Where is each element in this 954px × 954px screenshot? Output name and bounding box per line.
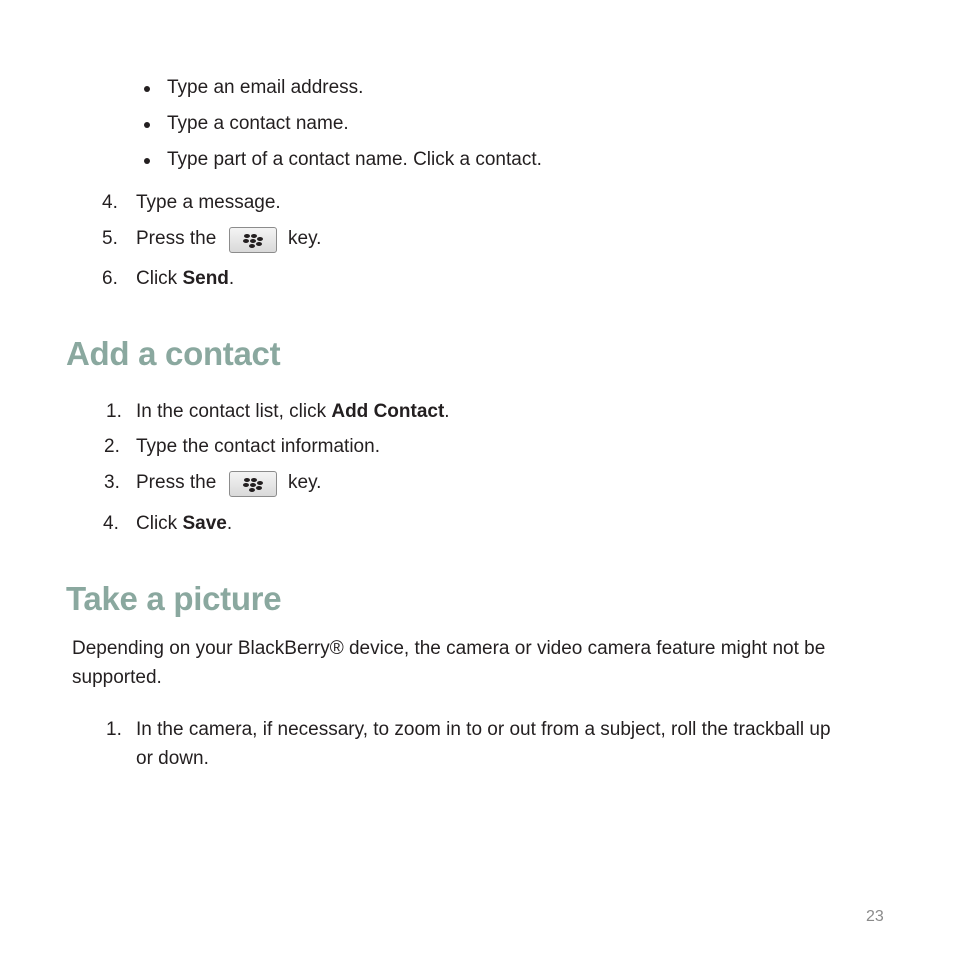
step-text-bold: Send xyxy=(182,268,229,289)
step-text-pre: In the contact list, click xyxy=(136,401,332,422)
step-text: Type a message. xyxy=(136,192,281,213)
step-text-post: . xyxy=(226,513,233,534)
step-text: Type the contact information. xyxy=(136,436,380,457)
step-text-line: In the camera, if necessary, to zoom in to or out from a subject, roll the trackball up xyxy=(136,719,831,740)
step-number: 4. xyxy=(103,513,119,534)
step-number: 2. xyxy=(104,436,120,457)
step-number: 1. xyxy=(106,719,122,740)
step-text xyxy=(136,400,450,424)
step-text: key. xyxy=(288,472,322,493)
section-heading-add-contact: Add a contact xyxy=(66,335,281,372)
blackberry-menu-key-icon xyxy=(229,227,277,253)
step-number: 5. xyxy=(102,228,118,249)
step-text: key. xyxy=(288,228,322,249)
bullet-dot xyxy=(144,86,150,92)
step-text-bold: Add Contact xyxy=(331,401,445,422)
step-text: Press the xyxy=(136,228,217,249)
step-number: 1. xyxy=(106,401,122,422)
step-text-line: or down. xyxy=(136,748,209,769)
section-heading-take-picture: Take a picture xyxy=(66,580,282,617)
step-text-post: . xyxy=(444,401,450,422)
step-number: 4. xyxy=(102,192,118,213)
intro-line: Depending on your BlackBerry® device, the camera or video camera feature might not be xyxy=(72,638,826,659)
page-number: 23 xyxy=(866,908,884,925)
step-text-bold: Save xyxy=(182,513,227,534)
step-text: Press the xyxy=(136,472,217,493)
step-text-pre: Click xyxy=(136,513,183,534)
step-text-post: . xyxy=(228,268,235,289)
intro-paragraph xyxy=(72,634,892,692)
bullet-dot xyxy=(144,122,150,128)
step-number: 6. xyxy=(102,268,118,289)
step-text xyxy=(136,512,232,536)
bullet-item: Type a contact name. xyxy=(167,113,349,134)
intro-line: supported. xyxy=(72,667,162,688)
step-number: 3. xyxy=(104,472,120,493)
step-text-pre: Click xyxy=(136,268,183,289)
step-text xyxy=(136,267,234,291)
bullet-item: Type part of a contact name. Click a contact. xyxy=(167,149,542,170)
step-text xyxy=(136,715,916,773)
bullet-dot xyxy=(144,158,150,164)
bullet-item: Type an email address. xyxy=(167,77,364,98)
blackberry-menu-key-icon xyxy=(229,471,277,497)
